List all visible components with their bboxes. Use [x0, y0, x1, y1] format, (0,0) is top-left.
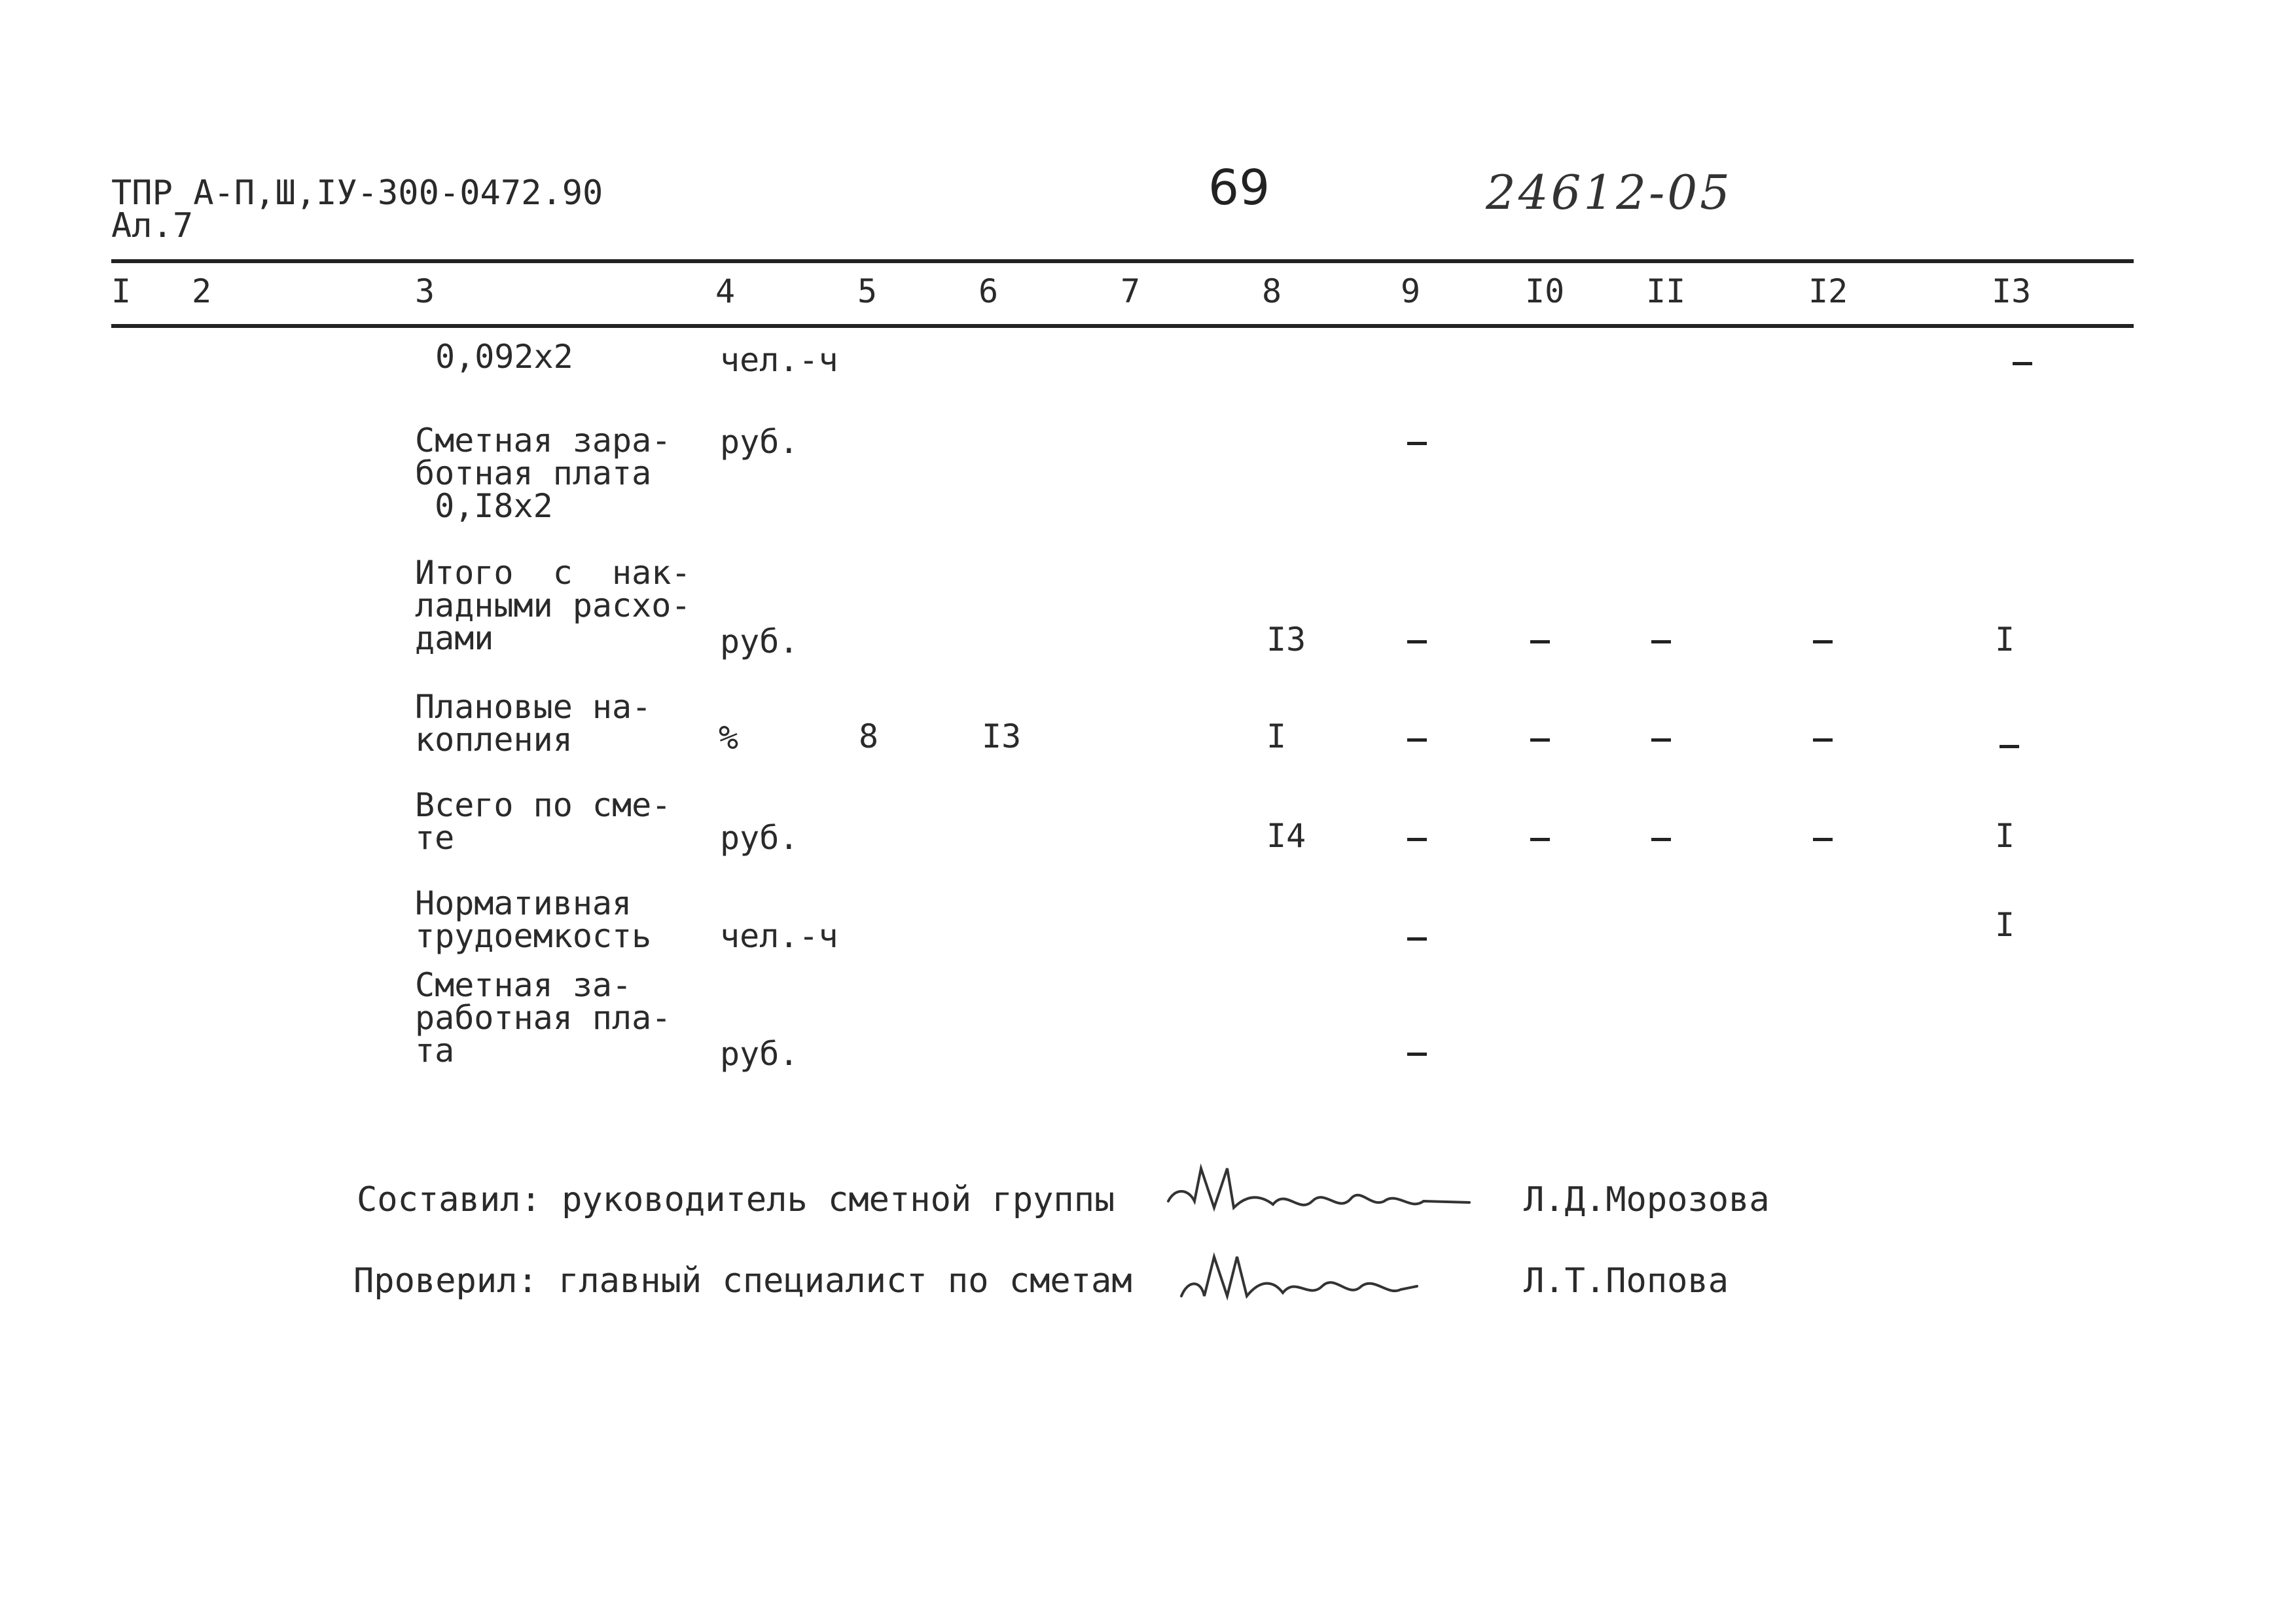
- checked-signature: [1175, 1234, 1437, 1319]
- col-header-1: I: [111, 272, 132, 310]
- dash-mark: [1407, 1053, 1427, 1056]
- compiled-signature: [1162, 1149, 1476, 1234]
- checked-name: Л.Т.Попова: [1524, 1261, 1729, 1301]
- cell-col13: I: [1995, 621, 2015, 659]
- cell-col13: I: [1995, 906, 2015, 944]
- col-header-7: 7: [1121, 272, 1141, 310]
- dash-mark: [1407, 937, 1427, 941]
- row-unit: %: [719, 719, 739, 757]
- row-unit: руб.: [720, 1035, 799, 1073]
- dash-mark: [1651, 838, 1671, 841]
- dash-mark: [1407, 838, 1427, 841]
- col-header-2: 2: [192, 272, 212, 310]
- dash-mark: [1530, 738, 1550, 742]
- dash-mark: [1407, 738, 1427, 742]
- cell-col8: I4: [1266, 817, 1306, 855]
- dash-mark: [1651, 640, 1671, 643]
- row-name: Плановые на- копления: [415, 688, 652, 759]
- dash-mark: [1407, 442, 1427, 445]
- col-header-3: 3: [415, 272, 435, 310]
- checked-label: Проверил: главный специалист по сметам: [353, 1261, 1132, 1301]
- dash-mark: [1813, 640, 1833, 643]
- inventory-number: 24612-05: [1486, 165, 1732, 220]
- cell-col5: 8: [859, 717, 879, 755]
- col-header-13: I3: [1992, 272, 2032, 310]
- row-unit: чел.-ч: [720, 341, 838, 379]
- cell-col8: I3: [1266, 621, 1306, 659]
- dash-mark: [2000, 745, 2019, 748]
- col-header-9: 9: [1401, 272, 1421, 310]
- col-header-5: 5: [857, 272, 878, 310]
- page-number: 69: [1208, 160, 1270, 216]
- row-unit: руб.: [720, 623, 799, 660]
- dash-mark: [1813, 738, 1833, 742]
- row-unit: руб.: [720, 423, 799, 461]
- dash-mark: [1530, 640, 1550, 643]
- dash-mark: [1813, 838, 1833, 841]
- top-rule: [111, 259, 2134, 263]
- document-code: ТПР А-П,Ш,IУ-300-0472.90: [111, 173, 603, 213]
- cell-col8: I: [1266, 717, 1287, 755]
- dash-mark: [1651, 738, 1671, 742]
- cell-col6: I3: [982, 717, 1022, 755]
- compiled-label: Составил: руководитель сметной группы: [357, 1180, 1115, 1219]
- col-header-4: 4: [715, 272, 736, 310]
- col-header-8: 8: [1262, 272, 1282, 310]
- col-header-12: I2: [1808, 272, 1848, 310]
- row-name: Нормативная трудоемкость: [415, 884, 652, 955]
- col-header-6: 6: [978, 272, 999, 310]
- compiled-name: Л.Д.Морозова: [1524, 1180, 1770, 1219]
- cell-col13: I: [1995, 817, 2015, 855]
- row-name: 0,092x2: [435, 338, 573, 376]
- sheet-label: Ал.7: [111, 206, 194, 245]
- dash-mark: [2013, 362, 2032, 365]
- col-header-11: II: [1646, 272, 1686, 310]
- row-name: Сметная зара- ботная плата 0,I8x2: [415, 422, 672, 525]
- row-name: Сметная за- работная пла- та: [415, 966, 672, 1070]
- row-name: Итого с нак- ладными расхо- дами: [415, 554, 691, 657]
- row-name: Всего по сме- те: [415, 786, 672, 857]
- dash-mark: [1407, 640, 1427, 643]
- col-header-10: I0: [1525, 272, 1565, 310]
- row-unit: чел.-ч: [720, 917, 838, 955]
- row-unit: руб.: [720, 819, 799, 857]
- header-bottom-rule: [111, 324, 2134, 328]
- dash-mark: [1530, 838, 1550, 841]
